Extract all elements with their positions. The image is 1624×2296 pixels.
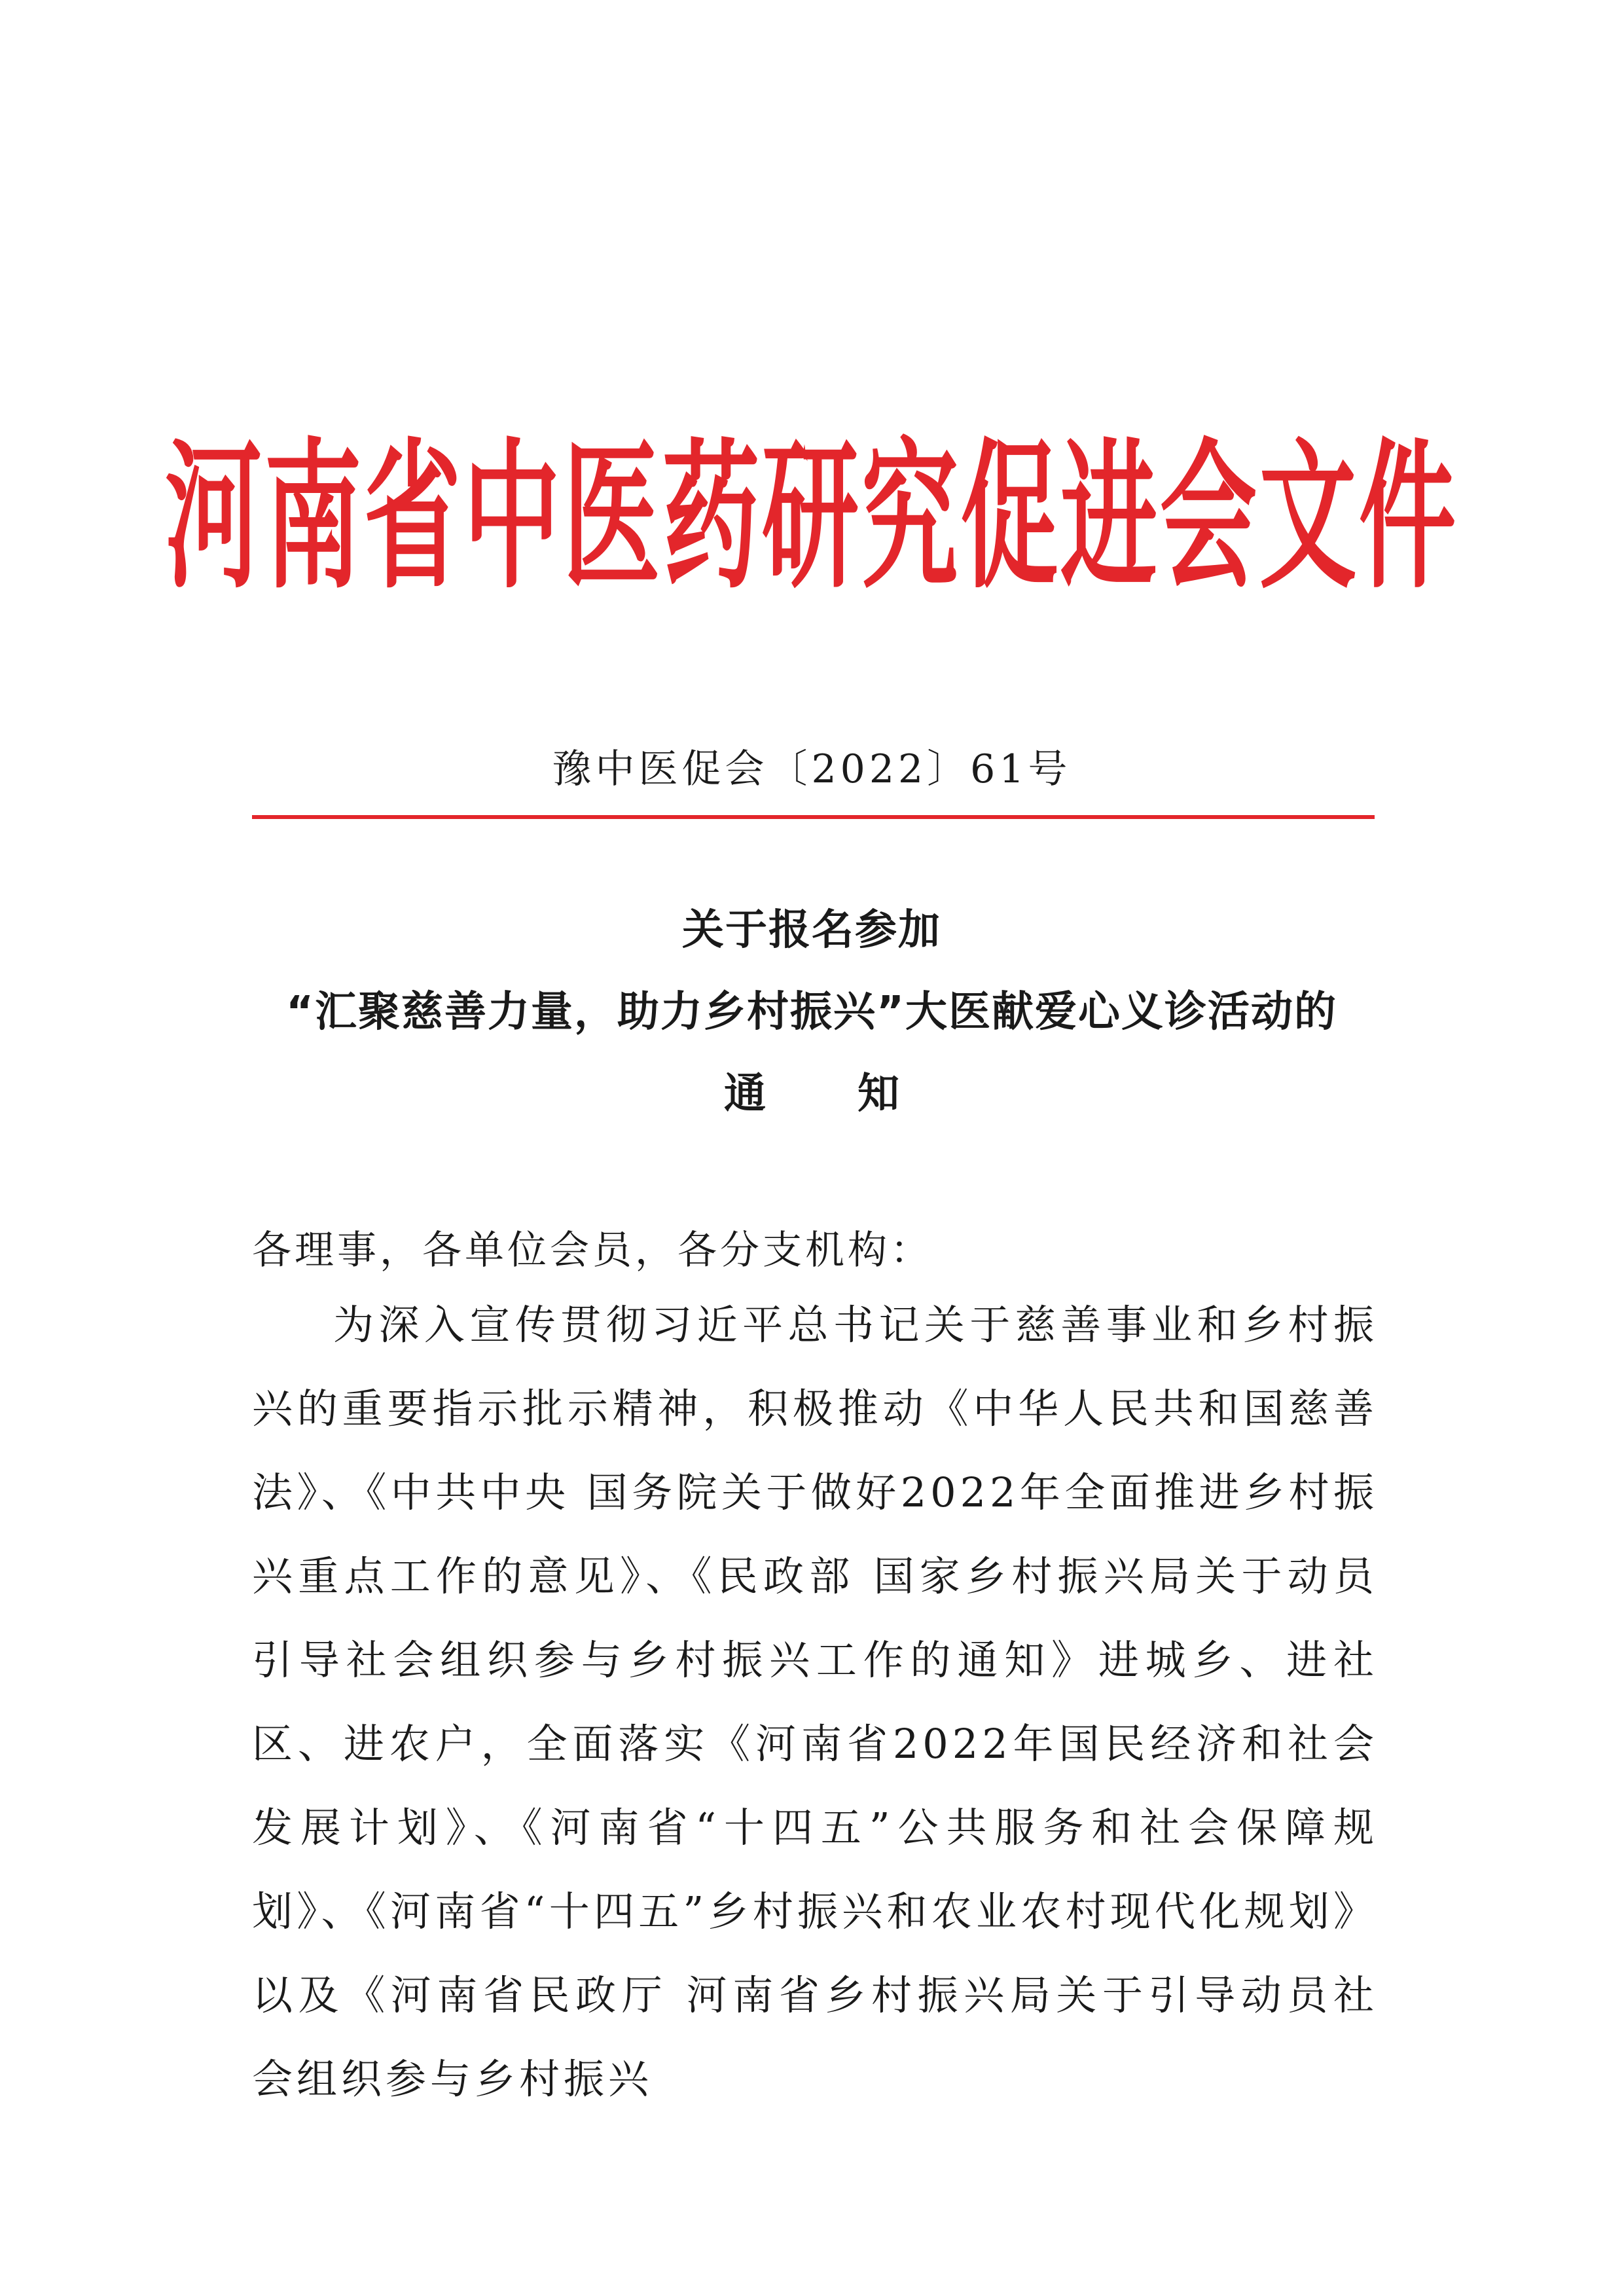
body-paragraph: 为深入宣传贯彻习近平总书记关于慈善事业和乡村振兴的重要指示批示精神，积极推动《中华人民共和国慈善法》、《中共中央 国务院关于做好2022年全面推进乡村振兴重点工作的意见》、《民政部 国家乡村振兴局关于动员引导社会组织参与乡村振兴工作的通知》进城乡、进社区、进农户，全面落实《河南省2022年国民经济和社会发展计划》、《河南省“十四五”公共服务和社会保障规划》、《河南省“十四五”乡村振兴和农业农村现代化规划》以及《河南省民政厅 河南省乡村振兴局关于引导动员社会组织参与乡村振兴 <box>252 1301 1378 2103</box>
masthead-title: 河南省中医药研究促进会文件 <box>165 424 1458 610</box>
notice-title-line-1: 关于报名参加 <box>682 906 941 955</box>
document-number: 豫中医促会〔2022〕61号 <box>552 746 1072 792</box>
salutation: 各理事，各单位会员，各分支机构： <box>252 1228 933 1273</box>
notice-title-line-2: “汇聚慈善力量，助力乡村振兴”大医献爱心义诊活动的 <box>285 988 1338 1036</box>
notice-title-line-3: 通知 <box>724 1070 991 1118</box>
document-masthead <box>165 419 1458 615</box>
red-divider-line <box>252 815 1375 819</box>
